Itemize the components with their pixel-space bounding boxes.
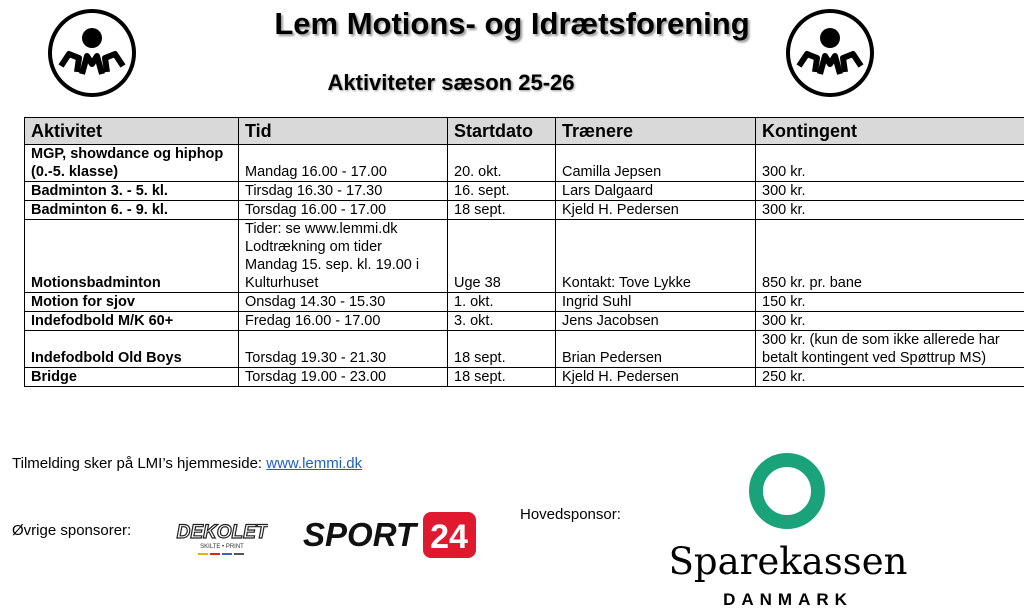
cell-line: 300 kr. (762, 202, 806, 218)
dekolet-logo (176, 516, 268, 560)
cell-line: Torsdag 16.00 - 17.00 (245, 202, 387, 218)
cell-traenere: Camilla Jepsen (556, 145, 756, 182)
cell-aktivitet (25, 145, 239, 182)
cell-tid (239, 368, 448, 387)
cell-kontingent (756, 312, 1024, 331)
page-subtitle: Aktiviteter sæson 25-26 (327, 70, 575, 95)
page-title: Lem Motions- og Idrætsforening (274, 6, 750, 41)
cell-line: Fredag 16.00 - 17.00 (245, 313, 381, 329)
cell-line: betalt kontingent ved Spøttrup MS) (762, 350, 987, 366)
cell-traenere: Jens Jacobsen (556, 312, 756, 331)
sport24-name: SPORT (303, 516, 417, 553)
cell-tid (239, 312, 448, 331)
cell-line: Mandag 15. sep. kl. 19.00 i (245, 257, 420, 273)
cell-line: Lodtrækning om tider (245, 239, 383, 255)
cell-kontingent (756, 145, 1024, 182)
table-row (25, 220, 1024, 293)
cell-aktivitet (25, 182, 239, 201)
cell-startdato: 16. sept. (448, 182, 556, 201)
cell-line: MGP, showdance og hiphop (31, 146, 224, 162)
cell-line: 150 kr. (762, 294, 806, 310)
main-sponsor-name: Sparekassen (668, 540, 908, 583)
cell-line: 300 kr. (kun de som ikke allerede har (762, 332, 1000, 348)
other-sponsors-label: Øvrige sponsorer: (12, 522, 132, 539)
table-row (25, 368, 1024, 387)
cell-aktivitet (25, 368, 239, 387)
cell-line: Motionsbadminton (31, 275, 161, 291)
cell-tid (239, 145, 448, 182)
cell-line: Tider: se www.lemmi.dk (245, 221, 398, 237)
cell-line: Mandag 16.00 - 17.00 (245, 164, 387, 180)
cell-line: Motion for sjov (31, 294, 135, 310)
main-sponsor-subtitle: DANMARK (723, 590, 853, 609)
column-header-aktivitet: Aktivitet (25, 118, 239, 145)
cell-line: 300 kr. (762, 313, 806, 329)
cell-startdato: 20. okt. (448, 145, 556, 182)
column-header-kontingent: Kontingent (756, 118, 1024, 145)
cell-line: Badminton 6. - 9. kl. (31, 202, 168, 218)
table-row (25, 293, 1024, 312)
cell-traenere: Lars Dalgaard (556, 182, 756, 201)
cell-traenere: Kjeld H. Pedersen (556, 201, 756, 220)
cell-line: 850 kr. pr. bane (762, 275, 862, 291)
cell-line: Torsdag 19.30 - 21.30 (245, 350, 387, 366)
cell-kontingent (756, 331, 1024, 368)
website-link[interactable]: www.lemmi.dk (266, 455, 363, 472)
cell-line: Torsdag 19.00 - 23.00 (245, 369, 387, 385)
cell-line: Kulturhuset (245, 275, 319, 291)
cell-line: Indefodbold Old Boys (31, 350, 182, 366)
cell-traenere: Kontakt: Tove Lykke (556, 220, 756, 293)
cell-line: Badminton 3. - 5. kl. (31, 183, 168, 199)
cell-line: (0.-5. klasse) (31, 164, 119, 180)
cell-traenere: Ingrid Suhl (556, 293, 756, 312)
table-header-row (25, 118, 1024, 145)
cell-startdato: 18 sept. (448, 368, 556, 387)
cell-kontingent (756, 368, 1024, 387)
cell-line: 250 kr. (762, 369, 806, 385)
signup-label: Tilmelding sker på LMI’s hjemmeside: (12, 455, 267, 472)
cell-aktivitet (25, 220, 239, 293)
cell-tid (239, 293, 448, 312)
table-body (25, 145, 1024, 387)
table-row (25, 331, 1024, 368)
main-sponsor-label: Hovedsponsor: (520, 506, 621, 523)
table-row (25, 312, 1024, 331)
cell-tid (239, 201, 448, 220)
cell-kontingent (756, 182, 1024, 201)
table-row (25, 145, 1024, 182)
cell-kontingent (756, 201, 1024, 220)
cell-startdato: Uge 38 (448, 220, 556, 293)
cell-startdato: 18 sept. (448, 201, 556, 220)
sparekassen-ring-icon (748, 452, 826, 530)
cell-aktivitet (25, 293, 239, 312)
cell-aktivitet (25, 201, 239, 220)
cell-startdato: 3. okt. (448, 312, 556, 331)
cell-traenere: Kjeld H. Pedersen (556, 368, 756, 387)
dekolet-sub: SKILTE • PRINT (200, 544, 244, 550)
cell-tid (239, 331, 448, 368)
cell-line: 300 kr. (762, 164, 806, 180)
dekolet-name: DEKOLET (176, 522, 268, 543)
column-header-tid: Tid (239, 118, 448, 145)
cell-startdato: 1. okt. (448, 293, 556, 312)
sport24-number: 24 (430, 518, 468, 556)
cell-line: Tirsdag 16.30 - 17.30 (245, 183, 383, 199)
cell-aktivitet (25, 312, 239, 331)
cell-kontingent (756, 220, 1024, 293)
cell-line: Bridge (31, 369, 77, 385)
cell-line: 300 kr. (762, 183, 806, 199)
activities-table (24, 117, 1024, 387)
cell-aktivitet (25, 331, 239, 368)
table-row (25, 182, 1024, 201)
cell-traenere: Brian Pedersen (556, 331, 756, 368)
signup-text (12, 455, 362, 472)
cell-line: Indefodbold M/K 60+ (31, 313, 174, 329)
column-header-traenere: Trænere (556, 118, 756, 145)
table-row (25, 201, 1024, 220)
sport24-logo (303, 510, 478, 560)
cell-startdato: 18 sept. (448, 331, 556, 368)
column-header-startdato: Startdato (448, 118, 556, 145)
cell-tid (239, 182, 448, 201)
cell-tid (239, 220, 448, 293)
cell-kontingent (756, 293, 1024, 312)
cell-line: Onsdag 14.30 - 15.30 (245, 294, 386, 310)
